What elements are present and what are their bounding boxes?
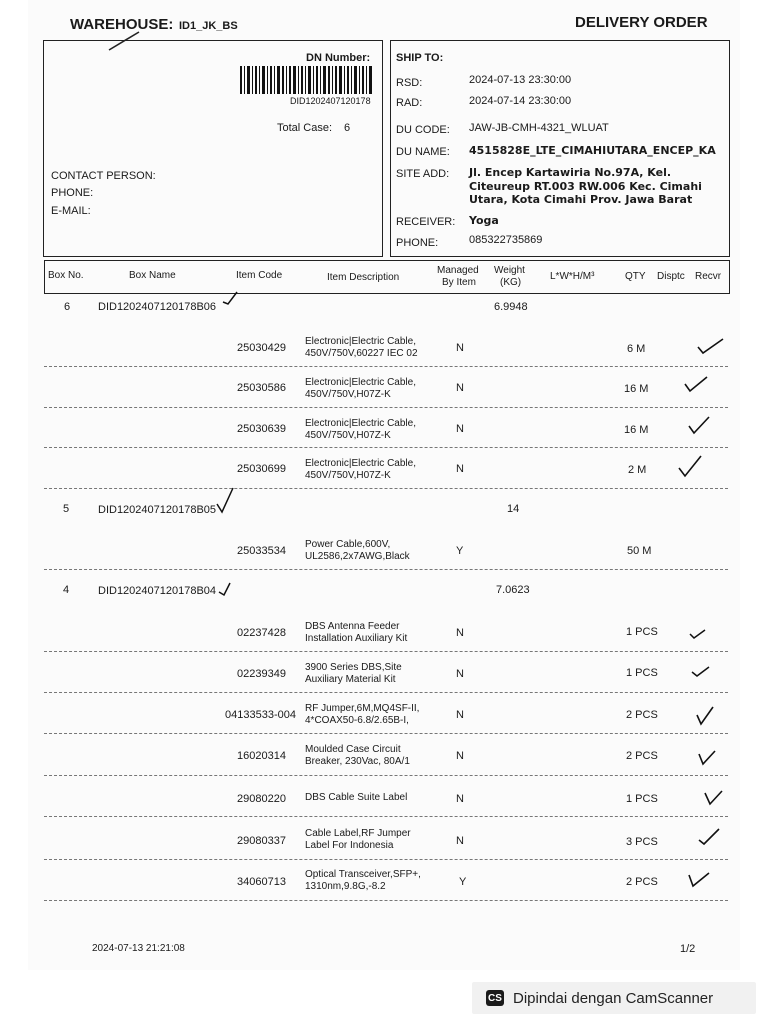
camscanner-logo-icon: CS (486, 990, 504, 1006)
item-desc-line2: Label For Indonesia (305, 840, 394, 851)
check-mark-icon (702, 788, 724, 808)
item-code: 02239349 (237, 668, 286, 680)
item-desc-line2: 450V/750V,H07Z-K (305, 430, 391, 441)
print-timestamp: 2024-07-13 21:21:08 (92, 943, 185, 954)
item-desc-line1: DBS Cable Suite Label (305, 792, 408, 803)
row-divider (44, 859, 728, 860)
row-divider (44, 816, 728, 817)
col-managed-1: Managed (437, 265, 479, 276)
warehouse-label: WAREHOUSE: (70, 16, 174, 33)
check-mark-icon (696, 748, 718, 768)
check-mark-icon (694, 335, 726, 357)
item-qty: 16 M (624, 424, 649, 436)
warehouse-value: ID1_JK_BS (179, 20, 238, 32)
total-case-value: 6 (344, 122, 351, 134)
ship-to-title: SHIP TO: (396, 52, 444, 64)
item-qty: 1 PCS (626, 793, 658, 805)
du-name-value: 4515828E_LTE_CIMAHIUTARA_ENCEP_KA (469, 144, 716, 157)
phone-label: PHONE: (51, 187, 94, 199)
item-desc-line1: RF Jumper,6M,MQ4SF-II, (305, 703, 420, 714)
box-no: 6 (64, 301, 71, 313)
item-desc-line1: DBS Antenna Feeder (305, 621, 400, 632)
item-desc-line2: Installation Auxiliary Kit (305, 633, 408, 644)
total-case-label: Total Case: (277, 122, 333, 134)
site-add-line1: Jl. Encep Kartawiria No.97A, Kel. (469, 166, 672, 179)
check-mark-icon (696, 826, 722, 848)
rad-label: RAD: (396, 97, 423, 109)
item-desc-line2: 1310nm,9.8G,-8.2 (305, 881, 386, 892)
item-managed: N (456, 463, 464, 475)
col-managed-2: By Item (442, 277, 476, 288)
item-desc-line1: Moulded Case Circuit (305, 744, 401, 755)
check-mark-icon (686, 870, 712, 890)
item-code: 25030429 (237, 342, 286, 354)
site-add-label: SITE ADD: (396, 168, 450, 180)
box-name: DID1202407120178B06 (98, 301, 217, 313)
item-qty: 2 M (628, 464, 647, 476)
col-item-desc: Item Description (327, 272, 400, 283)
item-qty: 50 M (627, 545, 652, 557)
box-name: DID1202407120178B04 (98, 585, 217, 597)
check-mark-icon (682, 374, 710, 396)
box-no: 4 (63, 584, 70, 596)
item-code: 29080220 (237, 793, 286, 805)
col-box-no: Box No. (48, 270, 84, 281)
dn-value: DID1202407120178 (290, 96, 371, 106)
col-weight-1: Weight (494, 265, 525, 276)
item-code: 25030586 (237, 382, 286, 394)
box-name: DID1202407120178B05 (98, 504, 217, 516)
du-name-label: DU NAME: (396, 146, 450, 158)
item-desc-line1: Electronic|Electric Cable, (305, 377, 416, 388)
check-mark-icon (214, 486, 236, 516)
item-qty: 3 PCS (626, 836, 658, 848)
check-mark-icon (676, 454, 704, 480)
box-weight: 14 (507, 503, 520, 515)
col-box-name: Box Name (129, 270, 176, 281)
row-divider (44, 733, 728, 734)
col-weight-2: (KG) (500, 277, 522, 288)
col-qty: QTY (625, 271, 646, 282)
item-qty: 16 M (624, 383, 649, 395)
item-managed: N (456, 342, 464, 354)
site-add-line3: Utara, Kota Cimahi Prov. Jawa Barat (469, 193, 693, 206)
item-qty: 6 M (627, 343, 646, 355)
item-desc-line2: 4*COAX50-6.8/2.65B-I, (305, 715, 409, 726)
item-qty: 1 PCS (626, 667, 658, 679)
check-mark-icon (694, 704, 716, 728)
item-qty: 2 PCS (626, 709, 658, 721)
item-desc-line2: UL2586,2x7AWG,Black (305, 551, 410, 562)
item-managed: Y (456, 545, 464, 557)
item-qty: 1 PCS (626, 626, 658, 638)
row-divider (44, 569, 728, 570)
receiver-value: Yoga (469, 214, 499, 227)
ship-phone-label: PHONE: (396, 237, 439, 249)
box-weight: 6.9948 (494, 301, 528, 313)
site-add-line2: Citeureup RT.003 RW.006 Kec. Cimahi (469, 180, 702, 193)
du-code-label: DU CODE: (396, 124, 450, 136)
row-divider (44, 900, 728, 901)
row-divider (44, 488, 728, 489)
item-desc-line1: Cable Label,RF Jumper (305, 828, 411, 839)
barcode-icon (240, 66, 374, 94)
camscanner-badge (472, 982, 756, 1014)
item-desc-line1: Optical Transceiver,SFP+, (305, 869, 421, 880)
item-managed: N (456, 835, 464, 847)
col-item-code: Item Code (236, 270, 283, 281)
item-managed: N (456, 793, 464, 805)
item-managed: N (456, 423, 464, 435)
box-no: 5 (63, 503, 70, 515)
item-managed: N (456, 750, 464, 762)
camscanner-text: Dipindai dengan CamScanner (513, 989, 714, 1007)
item-qty: 2 PCS (626, 876, 658, 888)
check-mark-icon (216, 580, 234, 598)
item-managed: N (456, 709, 464, 721)
col-received: Recvr (695, 271, 722, 282)
col-dispatch: Disptc (657, 271, 685, 282)
item-code: 02237428 (237, 627, 286, 639)
item-code: 25030639 (237, 423, 286, 435)
item-desc-line2: Breaker, 230Vac, 80A/1 (305, 756, 410, 767)
item-code: 29080337 (237, 835, 286, 847)
row-divider (44, 447, 728, 448)
rsd-label: RSD: (396, 77, 423, 89)
item-code: 34060713 (237, 876, 286, 888)
doc-title: DELIVERY ORDER (575, 14, 708, 31)
item-managed: N (456, 382, 464, 394)
item-managed: N (456, 668, 464, 680)
email-label: E-MAIL: (51, 205, 91, 217)
item-desc-line1: Electronic|Electric Cable, (305, 336, 416, 347)
item-desc-line1: Electronic|Electric Cable, (305, 458, 416, 469)
row-divider (44, 366, 728, 367)
row-divider (44, 407, 728, 408)
receiver-label: RECEIVER: (396, 216, 456, 228)
row-divider (44, 651, 728, 652)
box-weight: 7.0623 (496, 584, 530, 596)
item-desc-line2: 450V/750V,H07Z-K (305, 470, 391, 481)
item-desc-line1: Electronic|Electric Cable, (305, 418, 416, 429)
item-desc-line1: 3900 Series DBS,Site (305, 662, 402, 673)
item-qty: 2 PCS (626, 750, 658, 762)
item-managed: Y (459, 876, 467, 888)
item-code: 25033534 (237, 545, 286, 557)
item-desc-line2: 450V/750V,60227 IEC 02 (305, 348, 418, 359)
contact-label: CONTACT PERSON: (51, 170, 156, 182)
ship-phone-value: 085322735869 (469, 234, 543, 246)
check-mark-icon (690, 664, 712, 680)
item-managed: N (456, 627, 464, 639)
item-desc-line2: 450V/750V,H07Z-K (305, 389, 391, 400)
row-divider (44, 775, 728, 776)
row-divider (44, 692, 728, 693)
page-number: 1/2 (680, 943, 696, 955)
dn-label: DN Number: (306, 52, 371, 64)
rsd-value: 2024-07-13 23:30:00 (469, 74, 572, 86)
check-mark-icon (688, 627, 708, 641)
item-code: 25030699 (237, 463, 286, 475)
item-desc-line1: Power Cable,600V, (305, 539, 391, 550)
item-code: 04133533-004 (225, 709, 296, 721)
rad-value: 2024-07-14 23:30:00 (469, 95, 572, 107)
col-dims: L*W*H/M³ (550, 271, 595, 282)
item-code: 16020314 (237, 750, 286, 762)
check-mark-icon (220, 290, 240, 306)
item-desc-line2: Auxiliary Material Kit (305, 674, 396, 685)
check-mark-icon (686, 414, 712, 436)
du-code-value: JAW-JB-CMH-4321_WLUAT (469, 122, 609, 134)
